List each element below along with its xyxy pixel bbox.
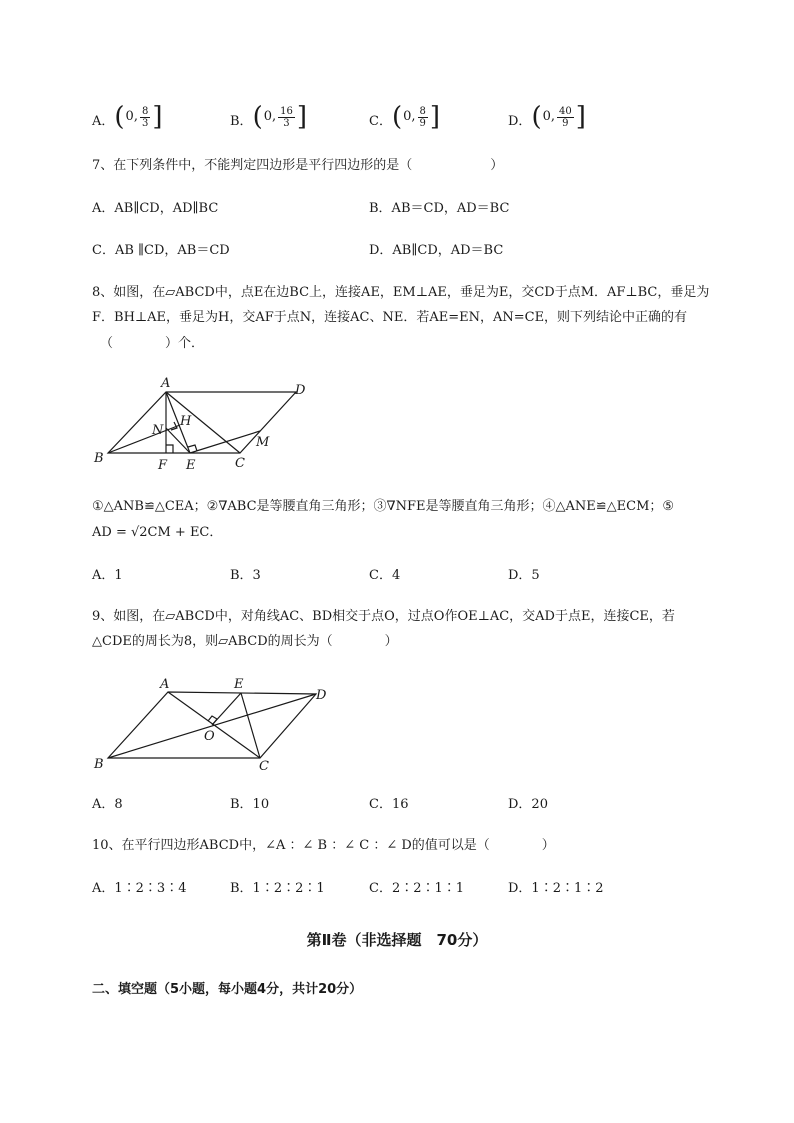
q10-option-c: C．2∶2∶1∶1 [369, 881, 465, 896]
q8-label-h: H [180, 414, 192, 429]
q6-option-c: C． ( 0, $\frac{8}{9}$ ] [369, 102, 441, 132]
q9-label-d: D [316, 688, 327, 703]
q8-label-b: B [94, 451, 104, 466]
fraction: $\frac{40}{9}$ [559, 105, 572, 129]
q8-stem-line3: （ ）个． [100, 336, 205, 351]
q7-option-b: B．AB＝CD，AD＝BC [369, 201, 510, 216]
q10-option-b: B．1∶2∶2∶1 [230, 881, 325, 896]
q6-option-d: D． ( 0, $\frac{40}{9}$ ] [508, 102, 586, 132]
q6-option-b: B． ( 0, $\frac{16}{3}$ ] [230, 102, 308, 132]
q8-conclusions-line1: ①△ANB≌△CEA；②∇ABC是等腰直角三角形；③∇NFE是等腰直角三角形；④△ANE≌△ECM；⑤ [92, 499, 675, 514]
q8-label-m: M [256, 435, 270, 450]
q8-conclusions-line2: AD = √2CM + EC． [92, 525, 223, 540]
q9-figure [88, 672, 348, 780]
q7-option-d: D．AB∥CD，AD＝BC [369, 243, 504, 258]
q8-option-b: B．3 [230, 568, 261, 583]
q9-label-b: B [94, 757, 104, 772]
q10-stem: 10、在平行四边形ABCD中，∠A ：∠ B ：∠ C ：∠ D的值可以是（ ） [92, 838, 555, 853]
q8-label-d: D [295, 383, 306, 398]
q8-segment-ne [166, 428, 190, 453]
fraction: $\frac{16}{3}$ [280, 105, 293, 129]
q9-label-e: E [234, 677, 244, 692]
q7-stem: 7、在下列条件中，不能判定四边形是平行四边形的是（ ） [92, 158, 504, 173]
q8-right-angle-f [166, 445, 173, 453]
q9-right-angle-o [208, 716, 217, 724]
q9-option-c: C．16 [369, 797, 409, 812]
q9-option-b: B．10 [230, 797, 270, 812]
q9-stem-line1: 9、如图，在▱ABCD中，对角线AC、BD相交于点O，过点O作OE⊥AC，交AD于点E，连接CE，若 [92, 609, 675, 624]
q10-option-a: A．1∶2∶3∶4 [92, 881, 187, 896]
section-2-subtitle: 二、填空题（5小题，每小题4分，共计20分） [92, 982, 363, 997]
q8-option-c: C．4 [369, 568, 401, 583]
q9-label-a: A [160, 677, 170, 692]
q8-label-f: F [158, 458, 168, 473]
q8-segment-ac [166, 392, 240, 453]
q7-option-a: A．AB∥CD，AD∥BC [92, 201, 219, 216]
q9-diagonal-bd [108, 694, 316, 758]
q8-option-d: D．5 [508, 568, 540, 583]
q9-option-d: D．20 [508, 797, 548, 812]
q8-stem-line2: F．BH⊥AE，垂足为H，交AF于点N，连接AC、NE．若AE=EN，AN=CE，则下列结论中正确的有 [92, 310, 688, 325]
q8-label-a: A [161, 376, 171, 391]
q9-option-a: A．8 [92, 797, 123, 812]
fraction: $\frac{8}{3}$ [141, 105, 149, 129]
q8-figure [88, 370, 328, 480]
q8-stem-line1: 8、如图，在▱ABCD中，点E在边BC上，连接AE，EM⊥AE，垂足为E，交CD于点M．AF⊥BC，垂足为 [92, 285, 710, 300]
q10-option-d: D．1∶2∶1∶2 [508, 881, 604, 896]
q8-option-a: A．1 [92, 568, 123, 583]
q8-label-n: N [152, 423, 164, 438]
fraction: $\frac{8}{9}$ [419, 105, 426, 129]
q8-segment-bh [108, 425, 180, 453]
q9-stem-line2: △CDE的周长为8，则▱ABCD的周长为（ ） [92, 634, 398, 649]
q7-option-c: C．AB ∥CD，AB＝CD [92, 243, 230, 258]
q9-label-o: O [204, 729, 215, 744]
q8-label-e: E [186, 458, 196, 473]
q9-label-c: C [259, 759, 269, 774]
q6-option-a: A． ( 0, $\frac{8}{3}$ ] [92, 102, 163, 132]
section-2-title: 第Ⅱ卷（非选择题 70分） [306, 931, 488, 949]
q9-segment-ec [241, 693, 260, 758]
q8-right-angle-h [171, 422, 177, 430]
q8-label-c: C [235, 456, 245, 471]
